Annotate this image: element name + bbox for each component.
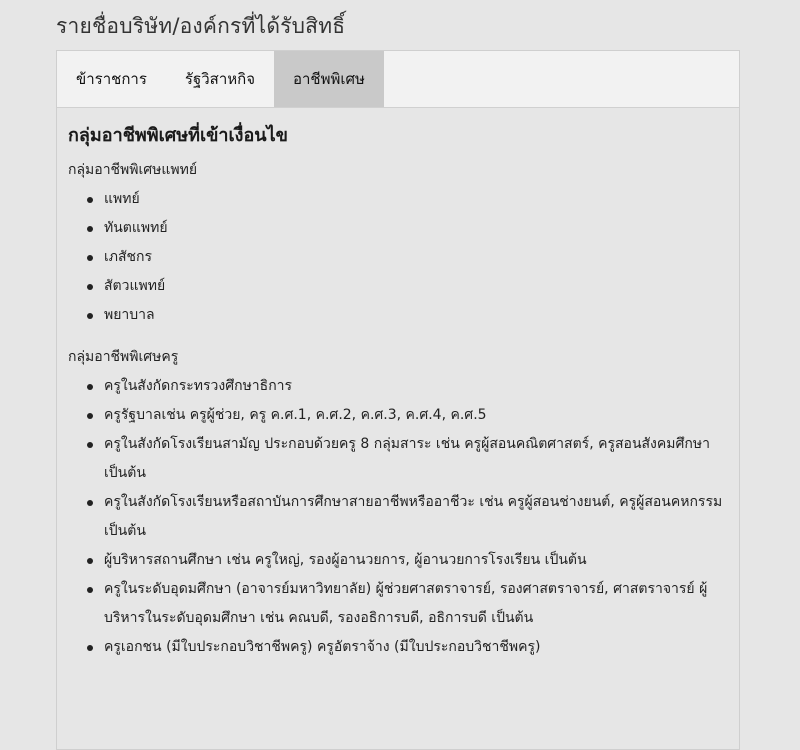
list-item: ครูเอกชน (มีใบประกอบวิชาชีพครู) ครูอัตราจ้าง (มีใบประกอบวิชาชีพครู) [104, 633, 727, 662]
list-item: ครูในระดับอุดมศึกษา (อาจารย์มหาวิทยาลัย) ผู้ช่วยศาสตราจารย์, รองศาสตราจารย์, ศาสตราจารย์ ผู้บริหารในระดับอุดมศึกษา เช่น คณบดี, รองอธิการบดี, อธิการบดี เป็นต้น [104, 575, 727, 633]
list-item: ทันตแพทย์ [104, 214, 727, 243]
list-item: เภสัชกร [104, 243, 727, 272]
tab-state-enterprise[interactable]: รัฐวิสาหกิจ [184, 70, 255, 88]
tab-panel [57, 108, 739, 662]
list-item: พยาบาล [104, 301, 727, 330]
page-title: รายชื่อบริษัท/องค์กรที่ได้รับสิทธิ์ [56, 14, 346, 38]
group-title-teacher: กลุ่มอาชีพพิเศษครู [68, 349, 179, 365]
list-item: สัตวแพทย์ [104, 272, 727, 301]
list-item: แพทย์ [104, 185, 727, 214]
tab-bar [57, 51, 739, 108]
list-item: ครูในสังกัดโรงเรียนสามัญ ประกอบด้วยครู 8 กลุ่มสาระ เช่น ครูผู้สอนคณิตศาสตร์, ครูสอนสังคมศึกษา เป็นต้น [104, 430, 727, 488]
tab-civil-servant[interactable]: ข้าราชการ [76, 70, 147, 88]
group-title-doctor: กลุ่มอาชีพพิเศษแพทย์ [68, 162, 198, 178]
panel-heading: กลุ่มอาชีพพิเศษที่เข้าเงื่อนไข [68, 125, 288, 146]
doctor-list [68, 185, 727, 330]
list-item: ครูในสังกัดกระทรวงศึกษาธิการ [104, 372, 727, 401]
list-item: ผู้บริหารสถานศึกษา เช่น ครูใหญ่, รองผู้อานวยการ, ผู้อานวยการโรงเรียน เป็นต้น [104, 546, 727, 575]
tabs-container [56, 50, 740, 750]
list-item: ครูรัฐบาลเช่น ครูผู้ช่วย, ครู ค.ศ.1, ค.ศ.2, ค.ศ.3, ค.ศ.4, ค.ศ.5 [104, 401, 727, 430]
teacher-list [68, 372, 727, 662]
list-item: ครูในสังกัดโรงเรียนหรือสถาบันการศึกษาสายอาชีพหรืออาชีวะ เช่น ครูผู้สอนช่างยนต์, ครูผู้สอนคหกรรม เป็นต้น [104, 488, 727, 546]
tab-special-profession[interactable]: อาชีพพิเศษ [274, 51, 384, 107]
